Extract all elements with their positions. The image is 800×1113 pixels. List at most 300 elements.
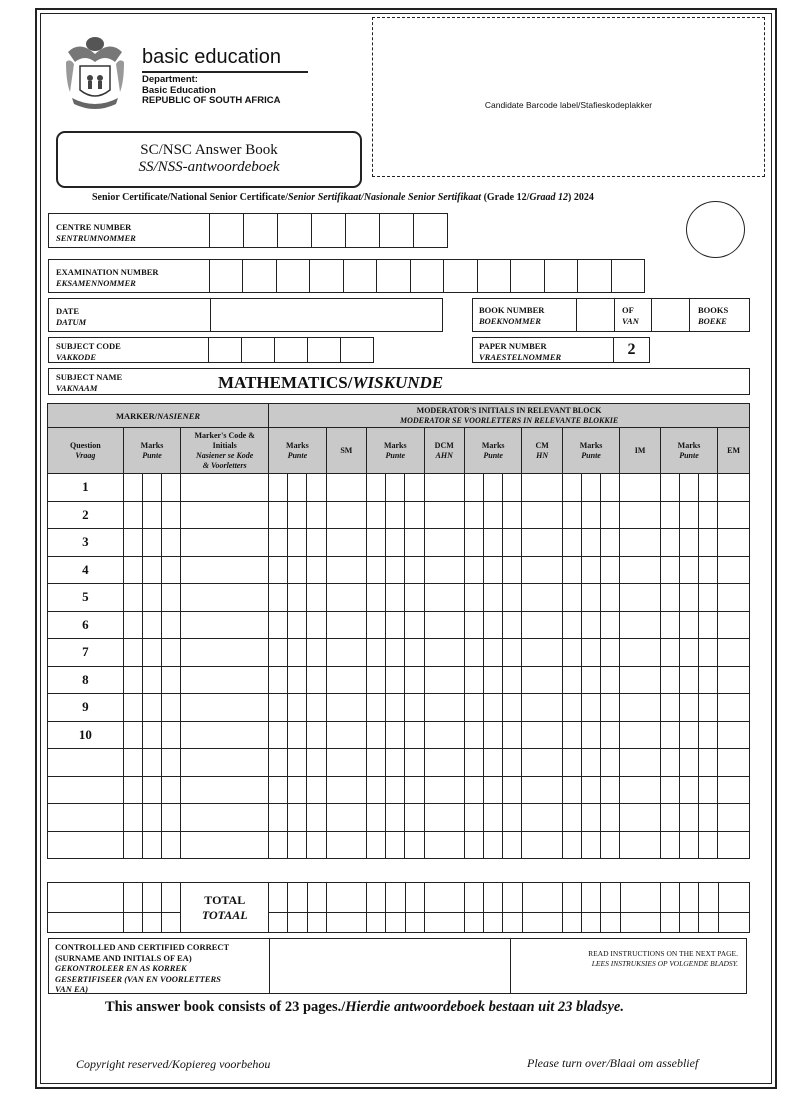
mark-cell[interactable] <box>503 666 522 694</box>
mark-cell[interactable] <box>367 776 386 804</box>
mark-cell[interactable] <box>142 721 161 749</box>
mark-cell[interactable] <box>582 639 601 667</box>
mark-cell[interactable] <box>718 529 750 557</box>
mark-cell[interactable] <box>660 776 679 804</box>
mark-cell[interactable] <box>307 584 326 612</box>
mark-cell[interactable] <box>162 749 181 777</box>
mark-cell[interactable] <box>162 501 181 529</box>
mark-cell[interactable] <box>288 666 307 694</box>
mark-cell[interactable] <box>562 584 581 612</box>
mark-cell[interactable] <box>405 611 424 639</box>
mark-cell[interactable] <box>123 584 142 612</box>
mark-cell[interactable] <box>269 474 288 502</box>
mark-cell[interactable] <box>660 749 679 777</box>
mark-cell[interactable] <box>326 721 366 749</box>
total-cell[interactable] <box>718 883 749 913</box>
mark-cell[interactable] <box>718 584 750 612</box>
mark-cell[interactable] <box>464 584 483 612</box>
mark-cell[interactable] <box>562 501 581 529</box>
total-cell[interactable] <box>269 883 288 913</box>
mark-cell[interactable] <box>142 666 161 694</box>
total-cell[interactable] <box>367 883 386 913</box>
mark-cell[interactable] <box>522 501 562 529</box>
mark-cell[interactable] <box>367 666 386 694</box>
mark-cell[interactable] <box>405 694 424 722</box>
mark-cell[interactable] <box>288 639 307 667</box>
mark-cell[interactable] <box>484 804 503 832</box>
mark-cell[interactable] <box>307 639 326 667</box>
mark-cell[interactable] <box>660 639 679 667</box>
mark-cell[interactable] <box>269 501 288 529</box>
total-cell[interactable] <box>661 883 680 913</box>
mark-cell[interactable] <box>699 584 718 612</box>
mark-cell[interactable] <box>288 584 307 612</box>
mark-cell[interactable] <box>718 694 750 722</box>
mark-cell[interactable] <box>503 831 522 859</box>
mark-cell[interactable] <box>620 721 660 749</box>
mark-cell[interactable] <box>162 611 181 639</box>
mark-cell[interactable] <box>424 474 464 502</box>
mark-cell[interactable] <box>386 776 405 804</box>
mark-cell[interactable] <box>181 831 269 859</box>
mark-cell[interactable] <box>307 776 326 804</box>
mark-cell[interactable] <box>424 501 464 529</box>
mark-cell[interactable] <box>718 749 750 777</box>
mark-cell[interactable] <box>464 529 483 557</box>
mark-cell[interactable] <box>562 556 581 584</box>
total-cell[interactable] <box>307 913 326 933</box>
total-cell[interactable] <box>699 913 718 933</box>
mark-cell[interactable] <box>582 529 601 557</box>
mark-cell[interactable] <box>522 529 562 557</box>
mark-cell[interactable] <box>484 501 503 529</box>
mark-cell[interactable] <box>562 474 581 502</box>
mark-cell[interactable] <box>142 584 161 612</box>
mark-cell[interactable] <box>162 666 181 694</box>
mark-cell[interactable] <box>269 776 288 804</box>
centre-number-cells[interactable] <box>209 214 447 247</box>
mark-cell[interactable] <box>307 721 326 749</box>
mark-cell[interactable] <box>386 721 405 749</box>
mark-cell[interactable] <box>162 804 181 832</box>
mark-cell[interactable] <box>123 749 142 777</box>
mark-cell[interactable] <box>326 666 366 694</box>
mark-cell[interactable] <box>405 639 424 667</box>
mark-cell[interactable] <box>484 831 503 859</box>
mark-cell[interactable] <box>464 501 483 529</box>
total-cell[interactable] <box>405 913 424 933</box>
mark-cell[interactable] <box>464 721 483 749</box>
total-cell[interactable] <box>123 883 142 913</box>
mark-cell[interactable] <box>326 694 366 722</box>
mark-cell[interactable] <box>484 639 503 667</box>
mark-cell[interactable] <box>620 529 660 557</box>
mark-cell[interactable] <box>484 721 503 749</box>
mark-cell[interactable] <box>699 831 718 859</box>
mark-cell[interactable] <box>601 666 620 694</box>
mark-cell[interactable] <box>405 474 424 502</box>
mark-cell[interactable] <box>405 749 424 777</box>
mark-cell[interactable] <box>718 611 750 639</box>
mark-cell[interactable] <box>181 749 269 777</box>
mark-cell[interactable] <box>562 721 581 749</box>
mark-cell[interactable] <box>699 639 718 667</box>
mark-cell[interactable] <box>367 804 386 832</box>
mark-cell[interactable] <box>718 501 750 529</box>
mark-cell[interactable] <box>123 529 142 557</box>
mark-cell[interactable] <box>679 776 698 804</box>
mark-cell[interactable] <box>162 529 181 557</box>
mark-cell[interactable] <box>718 804 750 832</box>
mark-cell[interactable] <box>386 694 405 722</box>
mark-cell[interactable] <box>660 721 679 749</box>
mark-cell[interactable] <box>601 584 620 612</box>
mark-cell[interactable] <box>142 639 161 667</box>
mark-cell[interactable] <box>718 639 750 667</box>
mark-cell[interactable] <box>601 831 620 859</box>
total-cell[interactable] <box>405 883 424 913</box>
certification-input[interactable] <box>269 939 510 993</box>
mark-cell[interactable] <box>424 721 464 749</box>
mark-cell[interactable] <box>503 639 522 667</box>
mark-cell[interactable] <box>326 529 366 557</box>
mark-cell[interactable] <box>386 611 405 639</box>
mark-cell[interactable] <box>679 584 698 612</box>
mark-cell[interactable] <box>123 666 142 694</box>
mark-cell[interactable] <box>699 529 718 557</box>
mark-cell[interactable] <box>386 804 405 832</box>
mark-cell[interactable] <box>386 529 405 557</box>
mark-cell[interactable] <box>620 639 660 667</box>
subject-code-cells[interactable] <box>208 338 373 362</box>
mark-cell[interactable] <box>269 721 288 749</box>
mark-cell[interactable] <box>660 611 679 639</box>
mark-cell[interactable] <box>424 556 464 584</box>
mark-cell[interactable] <box>181 694 269 722</box>
date-input[interactable] <box>210 299 442 331</box>
mark-cell[interactable] <box>367 831 386 859</box>
mark-cell[interactable] <box>142 749 161 777</box>
mark-cell[interactable] <box>386 501 405 529</box>
mark-cell[interactable] <box>386 556 405 584</box>
total-cell[interactable] <box>582 883 601 913</box>
mark-cell[interactable] <box>269 666 288 694</box>
mark-cell[interactable] <box>699 721 718 749</box>
total-cell[interactable] <box>601 913 620 933</box>
total-cell[interactable] <box>386 883 405 913</box>
mark-cell[interactable] <box>367 529 386 557</box>
mark-cell[interactable] <box>601 749 620 777</box>
total-cell[interactable] <box>162 913 181 933</box>
mark-cell[interactable] <box>522 721 562 749</box>
mark-cell[interactable] <box>288 831 307 859</box>
mark-cell[interactable] <box>679 749 698 777</box>
mark-cell[interactable] <box>660 666 679 694</box>
total-cell[interactable] <box>620 913 660 933</box>
mark-cell[interactable] <box>679 611 698 639</box>
mark-cell[interactable] <box>582 776 601 804</box>
mark-cell[interactable] <box>288 804 307 832</box>
mark-cell[interactable] <box>288 556 307 584</box>
mark-cell[interactable] <box>601 474 620 502</box>
mark-cell[interactable] <box>269 639 288 667</box>
total-cell[interactable] <box>522 913 562 933</box>
mark-cell[interactable] <box>424 611 464 639</box>
mark-cell[interactable] <box>679 831 698 859</box>
of-input[interactable] <box>651 299 689 331</box>
mark-cell[interactable] <box>288 611 307 639</box>
mark-cell[interactable] <box>660 529 679 557</box>
mark-cell[interactable] <box>582 556 601 584</box>
mark-cell[interactable] <box>386 831 405 859</box>
total-cell[interactable] <box>503 913 522 933</box>
mark-cell[interactable] <box>601 694 620 722</box>
mark-cell[interactable] <box>503 749 522 777</box>
mark-cell[interactable] <box>484 666 503 694</box>
total-cell[interactable] <box>620 883 660 913</box>
total-cell[interactable] <box>582 913 601 933</box>
total-cell[interactable] <box>699 883 718 913</box>
mark-cell[interactable] <box>326 501 366 529</box>
mark-cell[interactable] <box>503 501 522 529</box>
mark-cell[interactable] <box>123 556 142 584</box>
mark-cell[interactable] <box>660 694 679 722</box>
mark-cell[interactable] <box>464 639 483 667</box>
total-cell[interactable] <box>424 913 464 933</box>
mark-cell[interactable] <box>484 694 503 722</box>
mark-cell[interactable] <box>582 831 601 859</box>
mark-cell[interactable] <box>464 694 483 722</box>
mark-cell[interactable] <box>522 639 562 667</box>
mark-cell[interactable] <box>620 501 660 529</box>
mark-cell[interactable] <box>503 721 522 749</box>
mark-cell[interactable] <box>464 804 483 832</box>
mark-cell[interactable] <box>326 831 366 859</box>
mark-cell[interactable] <box>367 474 386 502</box>
mark-cell[interactable] <box>307 666 326 694</box>
mark-cell[interactable] <box>464 831 483 859</box>
mark-cell[interactable] <box>307 694 326 722</box>
mark-cell[interactable] <box>699 474 718 502</box>
mark-cell[interactable] <box>269 694 288 722</box>
mark-cell[interactable] <box>582 749 601 777</box>
mark-cell[interactable] <box>660 474 679 502</box>
mark-cell[interactable] <box>326 611 366 639</box>
mark-cell[interactable] <box>307 501 326 529</box>
mark-cell[interactable] <box>181 666 269 694</box>
total-cell[interactable] <box>680 913 699 933</box>
mark-cell[interactable] <box>660 501 679 529</box>
mark-cell[interactable] <box>123 611 142 639</box>
mark-cell[interactable] <box>181 529 269 557</box>
mark-cell[interactable] <box>562 694 581 722</box>
mark-cell[interactable] <box>367 584 386 612</box>
mark-cell[interactable] <box>162 584 181 612</box>
mark-cell[interactable] <box>562 529 581 557</box>
mark-cell[interactable] <box>562 831 581 859</box>
mark-cell[interactable] <box>522 749 562 777</box>
mark-cell[interactable] <box>424 831 464 859</box>
mark-cell[interactable] <box>660 584 679 612</box>
mark-cell[interactable] <box>405 666 424 694</box>
mark-cell[interactable] <box>162 639 181 667</box>
total-cell[interactable] <box>522 883 562 913</box>
mark-cell[interactable] <box>484 584 503 612</box>
total-cell[interactable] <box>563 913 582 933</box>
mark-cell[interactable] <box>367 556 386 584</box>
mark-cell[interactable] <box>405 584 424 612</box>
total-cell[interactable] <box>326 913 366 933</box>
mark-cell[interactable] <box>620 584 660 612</box>
mark-cell[interactable] <box>522 611 562 639</box>
mark-cell[interactable] <box>123 804 142 832</box>
mark-cell[interactable] <box>562 804 581 832</box>
mark-cell[interactable] <box>679 666 698 694</box>
mark-cell[interactable] <box>405 721 424 749</box>
mark-cell[interactable] <box>142 804 161 832</box>
mark-cell[interactable] <box>142 556 161 584</box>
mark-cell[interactable] <box>503 474 522 502</box>
mark-cell[interactable] <box>288 529 307 557</box>
mark-cell[interactable] <box>142 529 161 557</box>
mark-cell[interactable] <box>162 776 181 804</box>
mark-cell[interactable] <box>307 529 326 557</box>
mark-cell[interactable] <box>386 474 405 502</box>
mark-cell[interactable] <box>582 721 601 749</box>
mark-cell[interactable] <box>123 831 142 859</box>
mark-cell[interactable] <box>386 666 405 694</box>
mark-cell[interactable] <box>601 804 620 832</box>
mark-cell[interactable] <box>288 749 307 777</box>
mark-cell[interactable] <box>718 666 750 694</box>
mark-cell[interactable] <box>367 611 386 639</box>
mark-cell[interactable] <box>367 639 386 667</box>
total-cell[interactable] <box>48 913 124 933</box>
mark-cell[interactable] <box>582 474 601 502</box>
mark-cell[interactable] <box>162 694 181 722</box>
mark-cell[interactable] <box>699 501 718 529</box>
mark-cell[interactable] <box>142 694 161 722</box>
mark-cell[interactable] <box>326 639 366 667</box>
mark-cell[interactable] <box>660 556 679 584</box>
mark-cell[interactable] <box>620 804 660 832</box>
mark-cell[interactable] <box>522 474 562 502</box>
mark-cell[interactable] <box>562 749 581 777</box>
mark-cell[interactable] <box>307 556 326 584</box>
total-cell[interactable] <box>601 883 620 913</box>
mark-cell[interactable] <box>699 694 718 722</box>
mark-cell[interactable] <box>288 501 307 529</box>
mark-cell[interactable] <box>601 556 620 584</box>
mark-cell[interactable] <box>386 749 405 777</box>
mark-cell[interactable] <box>620 556 660 584</box>
mark-cell[interactable] <box>679 529 698 557</box>
total-cell[interactable] <box>288 913 307 933</box>
mark-cell[interactable] <box>484 776 503 804</box>
mark-cell[interactable] <box>679 556 698 584</box>
total-cell[interactable] <box>465 913 484 933</box>
mark-cell[interactable] <box>503 556 522 584</box>
mark-cell[interactable] <box>386 584 405 612</box>
mark-cell[interactable] <box>123 639 142 667</box>
mark-cell[interactable] <box>307 749 326 777</box>
total-cell[interactable] <box>386 913 405 933</box>
mark-cell[interactable] <box>181 611 269 639</box>
paper-number-value[interactable]: 2 <box>613 338 649 362</box>
mark-cell[interactable] <box>522 694 562 722</box>
mark-cell[interactable] <box>307 804 326 832</box>
mark-cell[interactable] <box>464 474 483 502</box>
total-cell[interactable] <box>48 883 124 913</box>
mark-cell[interactable] <box>288 474 307 502</box>
mark-cell[interactable] <box>181 721 269 749</box>
total-cell[interactable] <box>326 883 366 913</box>
mark-cell[interactable] <box>503 584 522 612</box>
mark-cell[interactable] <box>326 474 366 502</box>
book-number-input[interactable] <box>576 299 614 331</box>
total-cell[interactable] <box>142 883 161 913</box>
total-cell[interactable] <box>484 913 503 933</box>
mark-cell[interactable] <box>326 556 366 584</box>
mark-cell[interactable] <box>620 474 660 502</box>
mark-cell[interactable] <box>181 804 269 832</box>
mark-cell[interactable] <box>269 831 288 859</box>
mark-cell[interactable] <box>464 749 483 777</box>
total-cell[interactable] <box>465 883 484 913</box>
total-cell[interactable] <box>142 913 161 933</box>
mark-cell[interactable] <box>620 831 660 859</box>
mark-cell[interactable] <box>562 666 581 694</box>
mark-cell[interactable] <box>326 776 366 804</box>
mark-cell[interactable] <box>326 749 366 777</box>
mark-cell[interactable] <box>123 721 142 749</box>
mark-cell[interactable] <box>367 694 386 722</box>
mark-cell[interactable] <box>405 501 424 529</box>
mark-cell[interactable] <box>718 831 750 859</box>
total-cell[interactable] <box>563 883 582 913</box>
mark-cell[interactable] <box>307 474 326 502</box>
mark-cell[interactable] <box>405 556 424 584</box>
mark-cell[interactable] <box>484 749 503 777</box>
mark-cell[interactable] <box>269 529 288 557</box>
mark-cell[interactable] <box>601 776 620 804</box>
mark-cell[interactable] <box>582 611 601 639</box>
mark-cell[interactable] <box>269 749 288 777</box>
mark-cell[interactable] <box>601 529 620 557</box>
mark-cell[interactable] <box>699 666 718 694</box>
mark-cell[interactable] <box>503 776 522 804</box>
total-cell[interactable] <box>661 913 680 933</box>
total-cell[interactable] <box>484 883 503 913</box>
mark-cell[interactable] <box>601 721 620 749</box>
mark-cell[interactable] <box>582 584 601 612</box>
mark-cell[interactable] <box>123 474 142 502</box>
total-cell[interactable] <box>680 883 699 913</box>
mark-cell[interactable] <box>718 474 750 502</box>
mark-cell[interactable] <box>123 776 142 804</box>
mark-cell[interactable] <box>718 556 750 584</box>
mark-cell[interactable] <box>142 776 161 804</box>
mark-cell[interactable] <box>679 721 698 749</box>
mark-cell[interactable] <box>679 804 698 832</box>
mark-cell[interactable] <box>660 831 679 859</box>
total-cell[interactable] <box>162 883 181 913</box>
mark-cell[interactable] <box>142 831 161 859</box>
total-cell[interactable] <box>503 883 522 913</box>
mark-cell[interactable] <box>326 584 366 612</box>
total-cell[interactable] <box>424 883 464 913</box>
mark-cell[interactable] <box>562 611 581 639</box>
